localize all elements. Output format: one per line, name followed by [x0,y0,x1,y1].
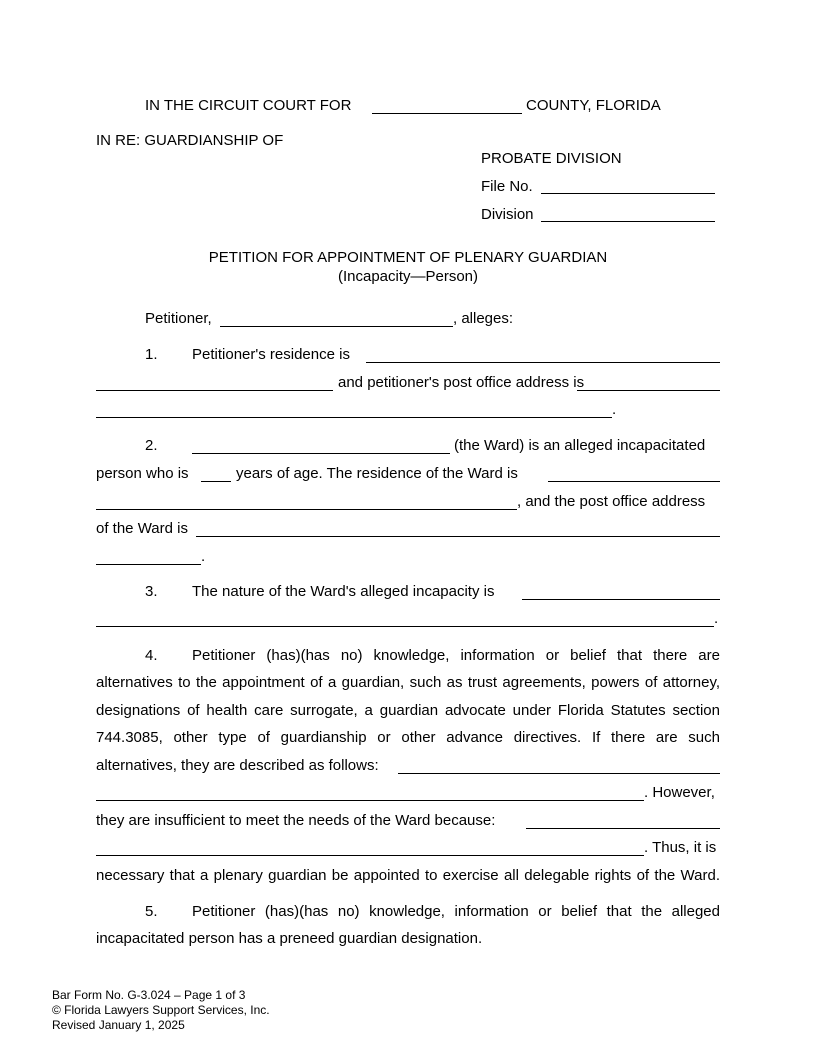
para4-line9: necessary that a plenary guardian be appointed to exercise all delegable rights of the Ward. [96,867,720,884]
para3-text: The nature of the Ward's alleged incapacity is [192,583,495,600]
county-blank[interactable] [372,113,522,114]
ward-age-blank[interactable] [201,481,231,482]
para3-end: . [714,610,719,627]
para2-po-text: , and the post office address [517,493,706,510]
court-suffix: COUNTY, FLORIDA [526,97,661,114]
petitioner-po-blank-2[interactable] [96,417,612,418]
ward-residence-blank[interactable] [548,481,720,482]
alternatives-blank[interactable] [398,773,720,774]
para4-line1: Petitioner (has)(has no) knowledge, information or belief that there are [192,647,720,664]
in-re-label: IN RE: GUARDIANSHIP OF [96,132,284,149]
para1-number: 1. [145,346,158,363]
court-prefix: IN THE CIRCUIT COURT FOR [145,97,352,114]
para4-line2: alternatives to the appointment of a guardian, such as trust agreements, powers of attorney, [96,674,720,691]
footer-copyright: © Florida Lawyers Support Services, Inc. [52,1003,270,1017]
para4-line4: 744.3085, other type of guardianship or other advance directives. If there are such [96,729,720,746]
incapacity-nature-blank[interactable] [522,599,720,600]
probate-division: PROBATE DIVISION [481,150,622,167]
ward-residence-blank-2[interactable] [96,509,517,510]
para2-age-pre: person who is [96,465,189,482]
petitioner-residence-blank[interactable] [366,362,720,363]
para5-line2: incapacitated person has a preneed guardian designation. [96,930,483,947]
file-no-blank[interactable] [541,193,715,194]
para1-text-a: Petitioner's residence is [192,346,350,363]
incapacity-nature-blank-2[interactable] [96,626,714,627]
para5-number: 5. [145,903,158,920]
document-subtitle: (Incapacity—Person) [337,268,479,285]
para4-line3: designations of health care surrogate, a guardian advocate under Florida Statutes section [96,702,720,719]
file-no-label: File No. [481,178,533,195]
document-title: PETITION FOR APPOINTMENT OF PLENARY GUARDIAN [208,249,608,266]
division-label: Division [481,206,534,223]
insufficient-reason-blank[interactable] [526,828,720,829]
para3-number: 3. [145,583,158,600]
insufficient-reason-blank-2[interactable] [96,855,644,856]
footer-revised: Revised January 1, 2025 [52,1018,185,1032]
para2-of-ward: of the Ward is [96,520,188,537]
petitioner-residence-blank-2[interactable] [96,390,333,391]
alternatives-blank-2[interactable] [96,800,644,801]
footer-form-no: Bar Form No. G-3.024 – Page 1 of 3 [52,988,246,1002]
petitioner-po-blank[interactable] [577,390,720,391]
alleges-text: , alleges: [453,310,514,327]
ward-po-blank[interactable] [196,536,720,537]
ward-po-blank-2[interactable] [96,564,201,565]
para4-thus: . Thus, it is [644,839,717,856]
petitioner-name-blank[interactable] [220,326,453,327]
para1-end: . [612,401,617,418]
para4-however: . However, [644,784,715,801]
para2-end: . [201,548,206,565]
ward-name-blank[interactable] [192,453,450,454]
para4-line7: they are insufficient to meet the needs of the Ward because: [96,812,496,829]
division-blank[interactable] [541,221,715,222]
para2-age-post: years of age. The residence of the Ward is [236,465,518,482]
petitioner-label: Petitioner, [145,310,212,327]
para1-text-b: and petitioner's post office address is [338,374,585,391]
para2-number: 2. [145,437,158,454]
para5-line1: Petitioner (has)(has no) knowledge, information or belief that the alleged [192,903,720,920]
para4-line5: alternatives, they are described as follows: [96,757,379,774]
para2-ward-text: (the Ward) is an alleged incapacitated [454,437,706,454]
para4-number: 4. [145,647,158,664]
